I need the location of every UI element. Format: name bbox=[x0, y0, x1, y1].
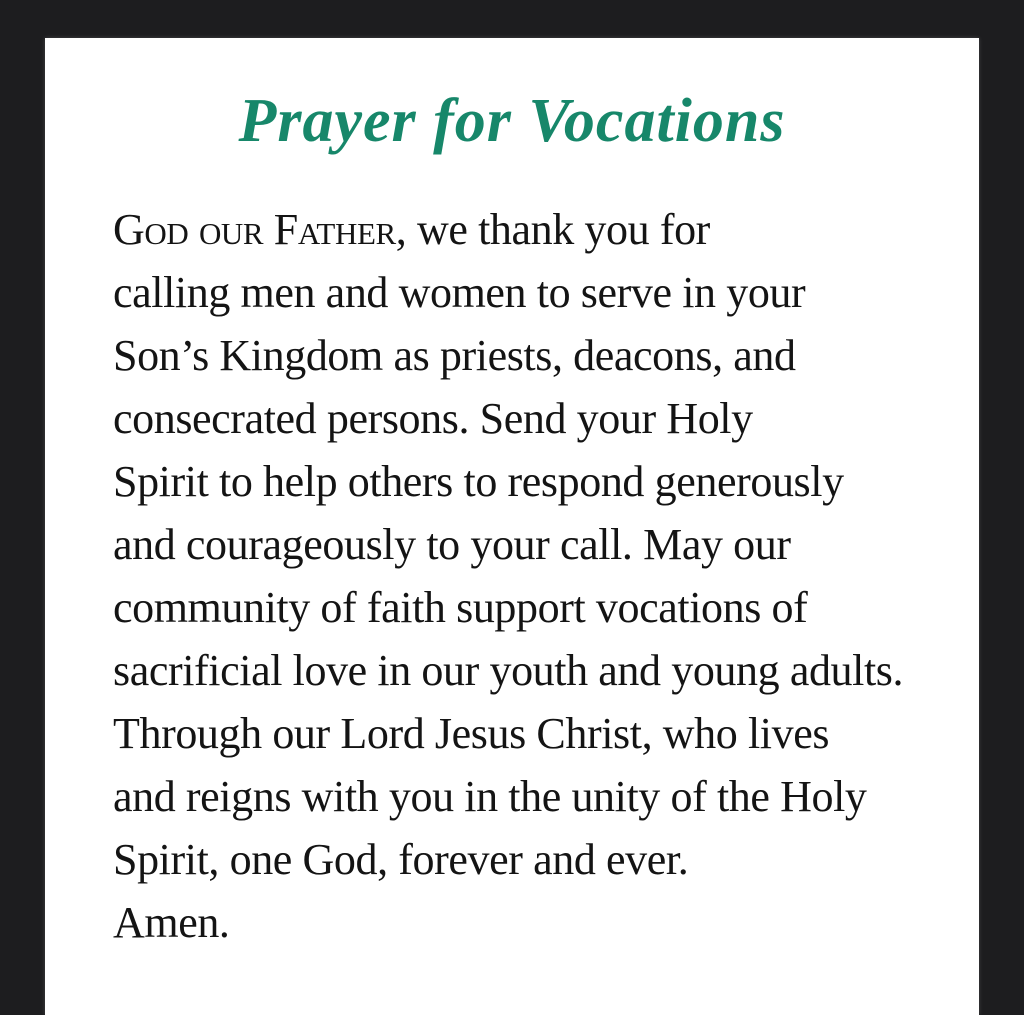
prayer-card bbox=[45, 38, 979, 1015]
prayer-line: Amen. bbox=[113, 898, 230, 947]
prayer-opening-smallcaps: God our Father bbox=[113, 205, 396, 254]
prayer-text bbox=[113, 198, 949, 954]
prayer-opening-rest: , we thank you for bbox=[395, 205, 710, 254]
prayer-line-opening bbox=[113, 198, 949, 261]
prayer-line: Through our Lord Jesus Christ, who lives bbox=[113, 709, 830, 758]
prayer-line: sacrificial love in our youth and young adults. bbox=[113, 646, 904, 695]
prayer-line: consecrated persons. Send your Holy bbox=[113, 394, 753, 443]
card-title: Prayer for Vocations bbox=[238, 87, 786, 155]
prayer-line: Spirit to help others to respond generously bbox=[113, 457, 844, 506]
prayer-line: and courageously to your call. May our bbox=[113, 520, 791, 569]
prayer-line: community of faith support vocations of bbox=[113, 583, 808, 632]
prayer-line: Spirit, one God, forever and ever. bbox=[113, 835, 689, 884]
prayer-line: and reigns with you in the unity of the Holy bbox=[113, 772, 867, 821]
prayer-line: Son’s Kingdom as priests, deacons, and bbox=[113, 331, 796, 380]
prayer-line: calling men and women to serve in your bbox=[113, 268, 806, 317]
